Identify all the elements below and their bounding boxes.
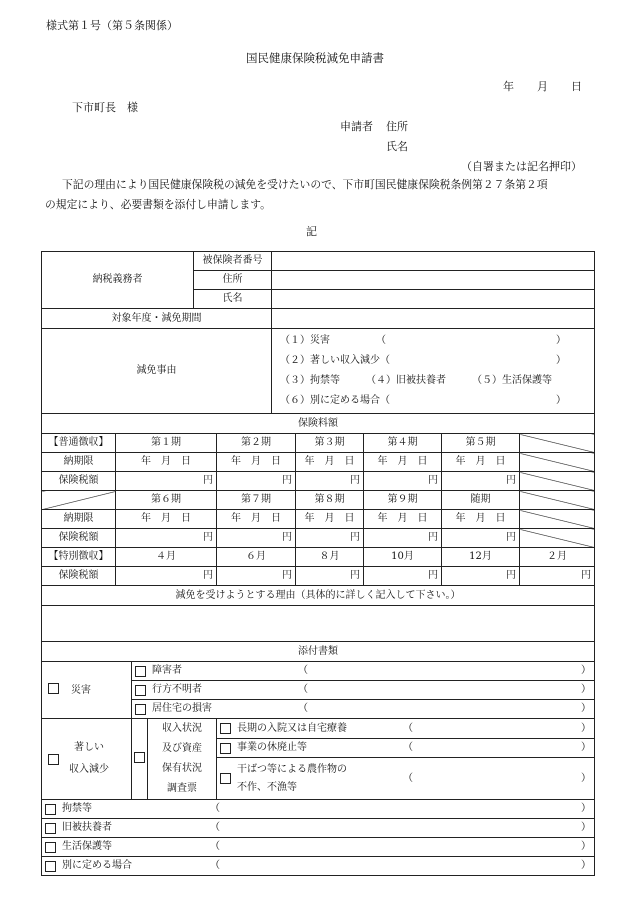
reason-options: （１）災害 （ ） （２）著しい収入減少（ ） （３）拘禁等 （４）旧被扶養者 （５）生活保護等 （６）別に定める場合（ ） xyxy=(272,329,595,414)
premium-header: 保険料額 xyxy=(42,414,595,434)
due-date-8[interactable]: 年 月 日 xyxy=(296,510,364,529)
taxpayer-label: 納税義務者 xyxy=(42,252,194,309)
reason-detail-field[interactable] xyxy=(42,606,595,642)
amount-4[interactable]: 円 xyxy=(364,472,442,491)
reason-other: （６）別に定める場合（ xyxy=(280,395,390,406)
date-day: 日 xyxy=(571,80,582,93)
checkbox[interactable] xyxy=(135,685,146,696)
special-amount-5[interactable]: 円 xyxy=(442,567,520,586)
attachment-income-decrease: 著しい 収入減少 xyxy=(42,719,132,800)
diagonal-cell xyxy=(520,453,595,472)
checkbox[interactable] xyxy=(45,804,56,815)
diagonal-cell xyxy=(520,529,595,548)
diagonal-cell xyxy=(520,491,595,510)
attachment-welfare: 生活保護等 （ ） xyxy=(42,838,595,857)
amount-1[interactable]: 円 xyxy=(116,472,217,491)
checkbox[interactable] xyxy=(45,842,56,853)
month-1: ４月 xyxy=(116,548,217,567)
period-2: 第２期 xyxy=(217,434,296,453)
due-date-3[interactable]: 年 月 日 xyxy=(296,453,364,472)
diagonal-cell xyxy=(520,510,595,529)
amount-7[interactable]: 円 xyxy=(217,529,296,548)
form-number: 様式第１号（第５条関係） xyxy=(46,19,178,32)
amount-label: 保険税額 xyxy=(42,567,116,586)
period-9: 第９期 xyxy=(364,491,442,510)
signature-note: （自署または記名押印） xyxy=(461,160,582,173)
due-date-9[interactable]: 年 月 日 xyxy=(364,510,442,529)
amount-extra[interactable]: 円 xyxy=(442,529,520,548)
due-date-4[interactable]: 年 月 日 xyxy=(364,453,442,472)
checkbox[interactable] xyxy=(135,666,146,677)
checkbox[interactable] xyxy=(45,823,56,834)
diagonal-cell xyxy=(520,472,595,491)
reason-income-decrease: （２）著しい収入減少（ xyxy=(280,355,390,366)
application-form-table xyxy=(41,251,595,876)
disaster-item-residence: 居住宅の損害 （ ） xyxy=(132,700,595,719)
period-7: 第７期 xyxy=(217,491,296,510)
page-title: 国民健康保険税減免申請書 xyxy=(246,51,384,65)
addressee: 下市町長 様 xyxy=(72,101,138,114)
attachments-header: 添付書類 xyxy=(42,642,595,662)
due-date-2[interactable]: 年 月 日 xyxy=(217,453,296,472)
month-2: ６月 xyxy=(217,548,296,567)
due-date-6[interactable]: 年 月 日 xyxy=(116,510,217,529)
checkbox[interactable] xyxy=(220,773,231,784)
month-5: 12月 xyxy=(442,548,520,567)
target-period-field[interactable] xyxy=(272,309,595,329)
amount-label: 保険税額 xyxy=(42,529,116,548)
taxpayer-address-label: 住所 xyxy=(194,271,272,290)
intro-line-1: 下記の理由により国民健康保険税の減免を受けたいので、下市町国民健康保険税条例第２７条第２項 xyxy=(62,178,548,191)
special-amount-6[interactable]: 円 xyxy=(520,567,595,586)
attachment-detention: 拘禁等 （ ） xyxy=(42,800,595,819)
survey-label: 収入状況 及び資産 保有状況 調査票 xyxy=(148,719,217,800)
due-date-label: 納期限 xyxy=(42,453,116,472)
checkbox[interactable] xyxy=(220,723,231,734)
amount-9[interactable]: 円 xyxy=(364,529,442,548)
amount-6[interactable]: 円 xyxy=(116,529,217,548)
checkbox[interactable] xyxy=(45,861,56,872)
disaster-item-disabled: 障害者 （ ） xyxy=(132,662,595,681)
due-date-extra[interactable]: 年 月 日 xyxy=(442,510,520,529)
period-extra: 随期 xyxy=(442,491,520,510)
attachment-other: 別に定める場合 （ ） xyxy=(42,857,595,876)
reason-label: 減免事由 xyxy=(42,329,272,414)
amount-label: 保険税額 xyxy=(42,472,116,491)
target-period-label: 対象年度・減免期間 xyxy=(42,309,272,329)
period-8: 第８期 xyxy=(296,491,364,510)
date-year: 年 xyxy=(503,80,514,93)
diagonal-cell xyxy=(42,491,116,510)
reason-detail-header: 減免を受けようとする理由（具体的に詳しく記入して下さい。） xyxy=(42,586,595,606)
special-amount-4[interactable]: 円 xyxy=(364,567,442,586)
checkbox[interactable] xyxy=(48,754,59,765)
insured-number-field[interactable] xyxy=(272,252,595,271)
checkbox[interactable] xyxy=(48,683,59,694)
ki-mark: 記 xyxy=(306,225,317,238)
amount-2[interactable]: 円 xyxy=(217,472,296,491)
amount-5[interactable]: 円 xyxy=(442,472,520,491)
special-amount-2[interactable]: 円 xyxy=(217,567,296,586)
period-6: 第６期 xyxy=(116,491,217,510)
survey-checkbox-cell xyxy=(132,719,148,800)
period-5: 第５期 xyxy=(442,434,520,453)
reason-former-dependent: （４）旧被扶養者 xyxy=(366,375,446,386)
income-item-crop-failure: 干ばつ等による農作物の 不作、不漁等 （ ） xyxy=(217,758,595,800)
reason-welfare: （５）生活保護等 xyxy=(472,375,552,386)
normal-collection-label: 【普通徴収】 xyxy=(42,434,116,453)
checkbox[interactable] xyxy=(220,743,231,754)
special-amount-1[interactable]: 円 xyxy=(116,567,217,586)
period-4: 第４期 xyxy=(364,434,442,453)
due-date-7[interactable]: 年 月 日 xyxy=(217,510,296,529)
reason-disaster: （１）災害 xyxy=(280,335,330,346)
attachment-disaster: 災害 xyxy=(42,662,132,719)
attachment-former-dependent: 旧被扶養者 （ ） xyxy=(42,819,595,838)
due-date-1[interactable]: 年 月 日 xyxy=(116,453,217,472)
checkbox[interactable] xyxy=(134,752,145,763)
applicant-name-label: 氏名 xyxy=(386,140,408,153)
taxpayer-name-label: 氏名 xyxy=(194,290,272,309)
period-3: 第３期 xyxy=(296,434,364,453)
month-6: ２月 xyxy=(520,548,595,567)
month-4: 10月 xyxy=(364,548,442,567)
special-collection-label: 【特別徴収】 xyxy=(42,548,116,567)
insured-number-label: 被保険者番号 xyxy=(194,252,272,271)
reason-detention: （３）拘禁等 xyxy=(280,375,340,386)
intro-line-2: の規定により、必要書類を添付し申請します。 xyxy=(45,198,271,211)
taxpayer-name-field[interactable] xyxy=(272,290,595,309)
taxpayer-address-field[interactable] xyxy=(272,271,595,290)
period-1: 第１期 xyxy=(116,434,217,453)
date-month: 月 xyxy=(537,80,548,93)
income-item-business-closure: 事業の休廃止等 （ ） xyxy=(217,738,595,758)
income-item-hospitalization: 長期の入院又は自宅療養 （ ） xyxy=(217,719,595,739)
special-amount-3[interactable]: 円 xyxy=(296,567,364,586)
amount-8[interactable]: 円 xyxy=(296,529,364,548)
applicant-label: 申請者 xyxy=(340,120,373,133)
diagonal-cell xyxy=(520,434,595,453)
checkbox[interactable] xyxy=(135,704,146,715)
due-date-5[interactable]: 年 月 日 xyxy=(442,453,520,472)
disaster-item-missing: 行方不明者 （ ） xyxy=(132,681,595,700)
applicant-address-label: 住所 xyxy=(386,120,408,133)
amount-3[interactable]: 円 xyxy=(296,472,364,491)
month-3: ８月 xyxy=(296,548,364,567)
due-date-label: 納期限 xyxy=(42,510,116,529)
